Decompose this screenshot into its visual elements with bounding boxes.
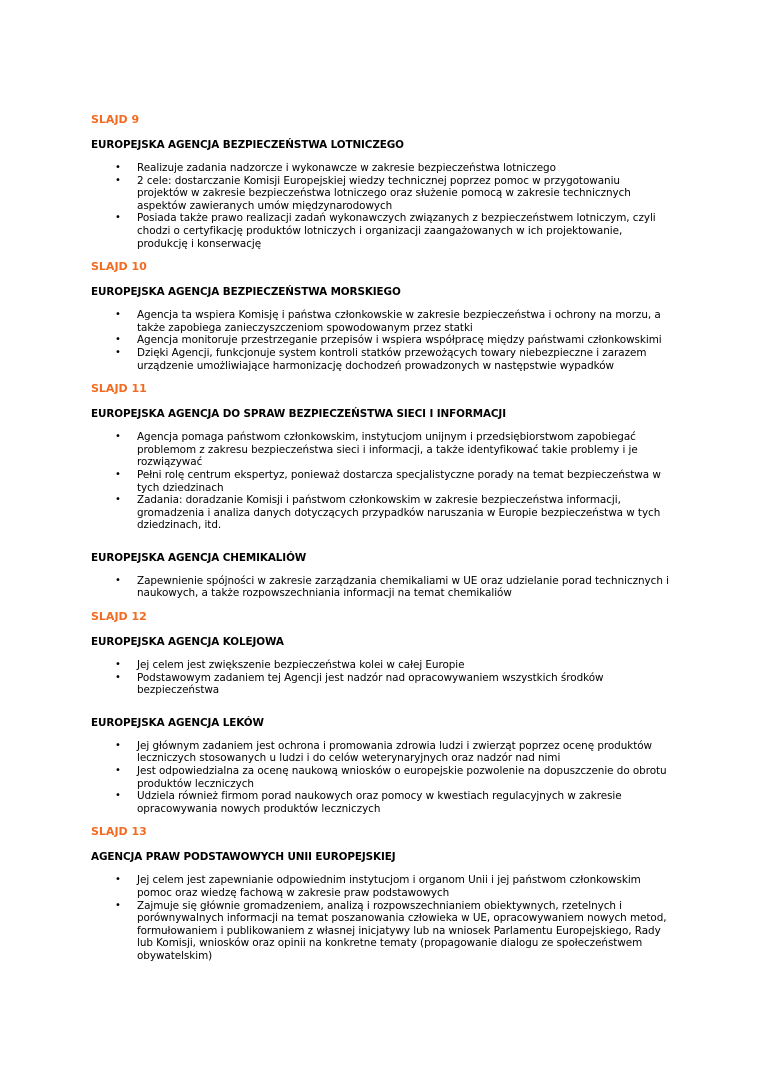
slide-number-label: SLAJD 11 [91,382,147,396]
spacer [91,397,681,407]
slide-number-label: SLAJD 13 [91,825,147,839]
list-item-text-line: Zapewnienie spójności w zakresie zarządzania chemikaliami w UE oraz udzielanie porad technicznych i [137,574,669,587]
list-item-text-line: bezpieczeństwa [137,684,220,697]
list-item [91,790,681,815]
list-item-text-line: Agencja ta wspiera Komisję i państwa członkowskie w zakresie bezpieczeństwa i ochrony na morzu, a [137,309,661,322]
bullet-list [91,162,681,250]
list-item-text-line: naukowych, a także rozpowszechniania informacji na temat chemikaliów [137,587,512,600]
list-item-text-line: projektów w zakresie bezpieczeństwa lotniczego oraz służenie pomocą w zakresie technicznych [137,187,631,200]
list-item [91,900,681,963]
bullet-icon: • [115,790,121,802]
list-item-text-line: Pełni rolę centrum ekspertyz, ponieważ dostarcza specjalistyczne porady na temat bezpieczeństwa w [137,468,661,481]
slide-number-label: SLAJD 9 [91,113,140,126]
list-item-text-line: opracowywania nowych produktów leczniczych [137,802,381,815]
bullet-list [91,575,681,600]
list-item-text-line: tych dziedzinach [137,481,224,494]
list-item-text-line: Udziela również firmom porad naukowych oraz pomocy w kwestiach regulacyjnych w zakresie [137,790,622,803]
list-item [91,469,681,494]
list-item-text-line: produktów leczniczych [137,777,254,790]
spacer [91,152,681,162]
list-item-text-line: lub Komisji, wniosków oraz opinii na konkretne tematy (propagowanie dialogu ze społeczeństwem [137,937,643,950]
list-item-text-line: obywatelskim) [137,949,213,962]
spacer [91,128,681,138]
spacer [91,649,681,659]
list-item-text-line: Zajmuje się głównie gromadzeniem, analizą i rozpowszechnianiem obiektywnych, rzetelnych i [137,899,623,912]
list-item [91,309,681,334]
spacer [91,697,681,706]
spacer [91,421,681,431]
spacer [91,840,681,850]
list-item [91,175,681,213]
list-item-text-line: rozwiązywać [137,456,203,469]
list-item-text-line: Posiada także prawo realizacji zadań wykonawczych związanych z bezpieczeństwem lotniczym, czyli [137,212,656,225]
list-item [91,765,681,790]
spacer [91,541,681,551]
list-item-text-line: Dzięki Agencji, funkcjonuje system kontroli statków przewożących towary niebezpieczne i zarazem [137,346,647,359]
section-heading: EUROPEJSKA AGENCJA KOLEJOWA [91,636,284,649]
slide-number-label: SLAJD 12 [91,610,147,624]
list-item [91,162,681,175]
list-item-text-line: pomoc oraz wiedzę fachową w zakresie praw podstawowych [137,887,450,899]
section-heading: AGENCJA PRAW PODSTAWOWYCH UNII EUROPEJSKIEJ [91,851,396,864]
list-item-text-line: urządzenie umożliwiające harmonizację dochodzeń prowadzonych w następstwie wypadków [137,359,615,372]
bullet-icon: • [115,346,121,358]
bullet-icon: • [115,899,121,911]
bullet-icon: • [115,574,121,586]
list-item-text-line: Zadania: doradzanie Komisji i państwom członkowskim w zakresie bezpieczeństwa informacji, [137,494,621,507]
list-item-text-line: aspektów zawieranych umów międzynarodowych [137,199,393,212]
bullet-list [91,309,681,372]
bullet-icon: • [115,494,121,506]
list-item [91,740,681,765]
spacer [91,600,681,609]
spacer [91,250,681,259]
list-item-text-line: problemom z zakresu bezpieczeństwa sieci i informacji, a także identyfikować takie problemy i je [137,443,638,456]
list-item-text-line: Jest odpowiedzialna za ocenę naukową wniosków o europejskie pozwolenie na dopuszczenie do obrotu [137,765,667,778]
bullet-icon: • [115,334,121,346]
bullet-icon: • [115,765,121,777]
section-heading: EUROPEJSKA AGENCJA LEKÓW [91,716,264,729]
spacer [91,565,681,575]
list-item [91,334,681,347]
spacer [91,625,681,635]
bullet-icon: • [115,309,121,321]
spacer [91,532,681,541]
spacer [91,864,681,874]
spacer [91,815,681,824]
bullet-list [91,874,681,962]
list-item-text-line: 2 cele: dostarczanie Komisji Europejskiej wiedzy technicznej poprzez pomoc w przygotowaniu [137,174,620,187]
bullet-icon: • [115,874,121,886]
list-item [91,212,681,250]
list-item [91,575,681,600]
list-item-text-line: leczniczych stosowanych u ludzi i do celów weterynaryjnych oraz nadzór nad nimi [137,752,561,765]
bullet-list [91,659,681,697]
list-item-text-line: Podstawowym zadaniem tej Agencji jest nadzór nad opracowywaniem wszystkich środków [137,671,604,684]
spacer [91,706,681,716]
list-item-text-line: dziedzinach, itd. [137,519,222,532]
list-item-text-line: Jej celem jest zapewnianie odpowiednim instytucjom i organom Unii i jej państwom członkowskim [137,874,641,887]
spacer [91,275,681,285]
list-item [91,874,681,899]
spacer [91,299,681,309]
bullet-icon: • [115,659,121,671]
bullet-list [91,740,681,816]
bullet-icon: • [115,671,121,683]
list-item [91,672,681,697]
bullet-icon: • [115,431,121,443]
bullet-icon: • [115,212,121,224]
list-item [91,347,681,372]
list-item-text-line: Realizuje zadania nadzorcze i wykonawcze w zakresie bezpieczeństwa lotniczego [137,162,556,174]
bullet-icon: • [115,162,121,173]
bullet-icon: • [115,468,121,480]
section-heading: EUROPEJSKA AGENCJA BEZPIECZEŃSTWA LOTNICZEGO [91,139,404,151]
spacer [91,963,681,972]
spacer [91,730,681,740]
bullet-icon: • [115,174,121,186]
list-item-text-line: gromadzenia i analiza danych dotyczących przypadków naruszania w Europie bezpieczeństwa w tych [137,506,661,519]
list-item-text-line: formułowaniem i publikowaniem z własnej inicjatywy lub na wniosek Parlamentu Europejskiego, Rady [137,924,661,937]
spacer [91,372,681,381]
list-item-text-line: chodzi o certyfikację produktów lotniczych i organizacji zaangażowanych w ich projektowanie, [137,224,623,237]
list-item-text-line: także zapobiega zanieczyszczeniom spowodowanym przez statki [137,321,473,334]
section-heading: EUROPEJSKA AGENCJA BEZPIECZEŃSTWA MORSKIEGO [91,286,401,299]
list-item-text-line: Agencja monitoruje przestrzeganie przepisów i wspiera współpracę między państwami członkowskimi [137,334,662,347]
list-item-text-line: Agencja pomaga państwom członkowskim, instytucjom unijnym i przedsiębiorstwom zapobiegać [137,431,636,444]
list-item [91,431,681,469]
slide-number-label: SLAJD 10 [91,260,147,274]
section-heading: EUROPEJSKA AGENCJA DO SPRAW BEZPIECZEŃSTWA SIECI I INFORMACJI [91,408,506,421]
list-item [91,659,681,672]
list-item-text-line: produkcję i konserwację [137,237,262,250]
list-item-text-line: Jej głównym zadaniem jest ochrona i promowania zdrowia ludzi i zwierząt poprzez ocenę produktów [137,739,652,752]
list-item-text-line: porównywalnych informacji na temat poszanowania człowieka w UE, opracowywaniem nowych metod, [137,912,667,925]
document-body [91,112,681,972]
list-item-text-line: Jej celem jest zwiększenie bezpieczeństwa kolei w całej Europie [137,659,465,672]
bullet-icon: • [115,739,121,751]
list-item [91,494,681,532]
bullet-list [91,431,681,532]
section-heading: EUROPEJSKA AGENCJA CHEMIKALIÓW [91,551,307,564]
